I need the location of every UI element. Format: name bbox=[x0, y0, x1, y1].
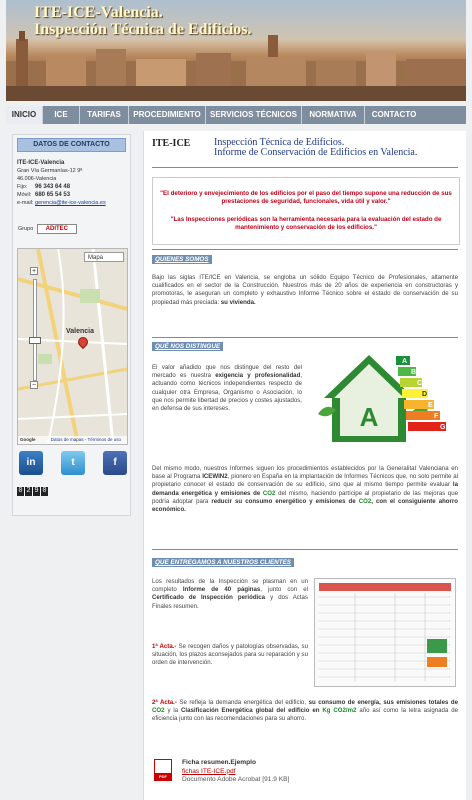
icewin-emphasis-a: la demanda energética y emisiones de bbox=[152, 481, 458, 497]
icewin-body-a: Del mismo modo, nuestros Informes siguen los procedimientos establecidos por la Generalitat Valenciana en base al Programa bbox=[152, 465, 458, 481]
nav-item-normativa[interactable]: NORMATIVA bbox=[302, 106, 365, 124]
twitter-icon[interactable]: t bbox=[61, 451, 85, 475]
nav-item-servicios-tecnicos[interactable]: SERVICIOS TÉCNICOS bbox=[206, 106, 302, 124]
entregamos-emphasis-b: Certificado de Inspección periódica bbox=[152, 594, 266, 602]
location-map[interactable] bbox=[17, 248, 128, 445]
zoom-out-icon[interactable]: − bbox=[31, 382, 37, 389]
mobile-number: 680 65 54 53 bbox=[35, 192, 71, 198]
pdf-file-icon[interactable] bbox=[154, 759, 172, 781]
kg-co2-label: Kg CO2/m2 bbox=[322, 707, 357, 715]
quienes-somos-text bbox=[152, 274, 458, 307]
file-download-link[interactable]: fichas ITE-ICE.pdf bbox=[182, 767, 236, 775]
social-links bbox=[19, 451, 127, 475]
divider bbox=[152, 249, 458, 250]
acta-1-label: 1ª Acta.- bbox=[152, 643, 177, 650]
acta-2-text-c: año así como la letra asignada de eficiencia junto con las recomendaciones para su ahorro. bbox=[152, 707, 459, 723]
map-footer: Google Datos de mapas - Términos de uso bbox=[18, 436, 127, 444]
co2-label: CO2 bbox=[358, 497, 372, 505]
phone-number: 96 343 64 48 bbox=[35, 184, 71, 190]
acta-2-text-a: Se refleja la demanda energética del edificio, bbox=[179, 699, 307, 706]
zoom-slider-handle[interactable] bbox=[29, 337, 41, 344]
acta-2-emphasis-b: Clasificación Energética global del edificio en bbox=[181, 707, 320, 715]
acta-1 bbox=[152, 643, 308, 668]
energy-letter: E bbox=[428, 402, 433, 409]
energy-rating-letter: A bbox=[359, 402, 379, 432]
entregamos-text bbox=[152, 578, 308, 611]
facebook-icon[interactable]: f bbox=[103, 451, 127, 475]
email-label: e-mail: bbox=[17, 200, 34, 206]
grupo-label: Grupo bbox=[18, 226, 34, 232]
acta-2-emphasis-a: su consumo de energía, sus emisiones totales de bbox=[308, 699, 458, 706]
zoom-slider-track[interactable] bbox=[33, 279, 37, 381]
subtitle-line2: Informe de Conservación de Edificios en Valencia. bbox=[214, 147, 418, 158]
site-title bbox=[34, 4, 252, 38]
section-title-quienes-somos: QUIENES SOMOS bbox=[152, 255, 212, 264]
energy-letter: B bbox=[411, 369, 417, 376]
counter-digit: 2 bbox=[26, 487, 31, 495]
nav-item-inicio[interactable]: INICIO bbox=[6, 106, 43, 124]
acta-2 bbox=[152, 699, 458, 724]
quote-box bbox=[152, 177, 460, 245]
google-logo: Google bbox=[20, 437, 36, 442]
file-title: Ficha resumen.Ejemplo bbox=[182, 759, 257, 766]
quienes-somos-body: Bajo las siglas ITE/ICE en Valencia, se engloba un sólido Equipo Técnico de Profesionales, altamente cualificados en el sector de la Construcción. Nuestros más de 20 años de experiencia en constructoras y promotoras, le aseguran un completo y exhaustivo Informe Técnico sobre el estado de conservación de su propiedad más preciada: bbox=[152, 274, 458, 306]
grupo-row bbox=[18, 224, 77, 234]
energy-letter: F bbox=[434, 413, 439, 420]
energy-letter: G bbox=[440, 424, 446, 431]
nav-item-contacto[interactable]: CONTACTO bbox=[371, 110, 417, 119]
energy-rating-house-icon bbox=[314, 350, 456, 448]
sidebar-title: DATOS DE CONTACTO bbox=[17, 138, 126, 152]
nav-item-procedimiento[interactable]: PROCEDIMIENTO bbox=[129, 106, 206, 124]
entregamos-emphasis-a: Informe de 40 páginas bbox=[182, 586, 261, 594]
subtitle-line1: Inspección Técnica de Edificios. bbox=[214, 137, 345, 148]
nav-item-ice[interactable]: ICE bbox=[43, 106, 80, 124]
contact-sidebar bbox=[12, 134, 131, 516]
counter-digit: 0 bbox=[42, 487, 47, 495]
map-terms-link[interactable]: Términos de uso bbox=[87, 437, 121, 442]
quote-2: "Las Inspecciones periódicas son la herramienta necesaria para la evaluación del estado de mantenimiento y conservación de los edificios." bbox=[170, 216, 442, 231]
distingue-body-b: , actuando como técnicos independientes respecto de cualquier otra Empresa, Organismo o Asociación, lo que nos permite libertad de precios y costes ajustados, en defensa de sus intereses. bbox=[152, 372, 302, 413]
pdf-label: PDF bbox=[155, 773, 171, 780]
linkedin-icon[interactable]: in bbox=[19, 451, 43, 475]
divider bbox=[152, 337, 458, 338]
acta-2-label: 2ª Acta.- bbox=[152, 699, 177, 706]
acta-1-text: Se recogen daños y patologías observadas, su situación, los plazos aconsejados para su reparación y su orden de intervención. bbox=[152, 643, 308, 667]
site-title-line1: ITE-ICE-Valencia. bbox=[34, 4, 163, 21]
icewin-body-b: , pionero en España en la implantación de Informes Técnicos que, no solo permite al propietario conocer el estado de conservación de su edificio, sino que al mismo tiempo permite evaluar bbox=[152, 473, 458, 489]
quienes-somos-emphasis: su vivienda. bbox=[220, 298, 256, 306]
city-rooftops-image bbox=[6, 31, 466, 101]
co2-label: CO2 bbox=[152, 707, 165, 715]
visit-counter bbox=[17, 487, 48, 496]
distingue-emphasis: exigencia y profesionalidad bbox=[215, 372, 301, 380]
icewin-emphasis-b: reducir su consumo energético y emisiones de bbox=[211, 497, 356, 505]
energy-letter: D bbox=[422, 391, 428, 398]
page-subtitle bbox=[214, 138, 417, 158]
brand-name: ITE-ICE bbox=[152, 138, 191, 149]
site-title-line2: Inspección Técnica de Edificios. bbox=[34, 21, 252, 38]
address-line1: Gran Vía Germanías-12 9ª bbox=[17, 168, 83, 174]
file-description: Documento Adobe Acrobat [91.9 KB] bbox=[182, 776, 290, 783]
icewin-program: ICEWIN2 bbox=[202, 473, 228, 481]
main-nav bbox=[6, 106, 466, 124]
co2-label: CO2 bbox=[262, 489, 276, 497]
entregamos-body-c: y dos Actas Finales resumen. bbox=[152, 594, 308, 610]
entregamos-body-b: , junto con el bbox=[260, 586, 308, 594]
main-content bbox=[143, 131, 466, 800]
aditec-logo[interactable]: ADITEC bbox=[37, 224, 77, 234]
report-preview-image bbox=[314, 578, 456, 687]
phone-label: Fijo: bbox=[17, 184, 28, 190]
icewin-emphasis-c: , con el consiguiente ahorro económico. bbox=[152, 497, 458, 514]
map-zoom-control[interactable] bbox=[30, 267, 38, 387]
entregamos-body-a: Los resultados de la Inspección se plasman en un completo bbox=[152, 578, 308, 594]
counter-digit: 0 bbox=[18, 487, 23, 495]
distingue-body-a: El valor añadido que nos distingue del resto del mercado es nuestra bbox=[152, 364, 302, 380]
divider bbox=[152, 549, 458, 550]
divider bbox=[152, 167, 458, 168]
quote-1: "El deterioro y envejecimiento de los edificios por el paso del tiempo supone una reducción de sus prestaciones de seguridad, funcionales, vida útil y valor." bbox=[160, 190, 452, 205]
header-banner bbox=[6, 0, 466, 101]
zoom-in-icon[interactable]: + bbox=[31, 268, 37, 275]
download-file bbox=[182, 759, 289, 785]
counter-digit: 9 bbox=[34, 487, 39, 495]
company-name: ITE-ICE-Valencia bbox=[17, 160, 65, 166]
section-title-que-nos-distingue: QUÉ NOS DISTINGUE bbox=[152, 342, 223, 351]
map-city-label: Valencia bbox=[66, 328, 95, 335]
icewin-body-c: del mismo, haciendo partícipe al propietario de las mejoras que podría adoptar para bbox=[152, 489, 458, 505]
mobile-label: Móvil: bbox=[17, 192, 32, 198]
map-type-select[interactable]: Mapa bbox=[84, 252, 124, 262]
email-link[interactable]: gerencia@ite-ice-valencia.es bbox=[35, 200, 106, 206]
section-title-que-entregamos: QUE ENTREGAMOS A NUESTROS CLIENTES bbox=[152, 558, 294, 567]
address-line2: 46.006-Valencia bbox=[17, 176, 57, 182]
distingue-text bbox=[152, 364, 302, 413]
acta-2-text-b: y la bbox=[167, 707, 179, 715]
nav-item-tarifas[interactable]: TARIFAS bbox=[80, 106, 129, 124]
energy-letter: C bbox=[417, 380, 423, 387]
icewin-text bbox=[152, 465, 458, 514]
energy-letter: A bbox=[402, 358, 408, 365]
report-table-graphic bbox=[315, 579, 455, 686]
contact-details bbox=[13, 155, 130, 207]
map-data-link[interactable]: Datos de mapas bbox=[50, 437, 84, 442]
